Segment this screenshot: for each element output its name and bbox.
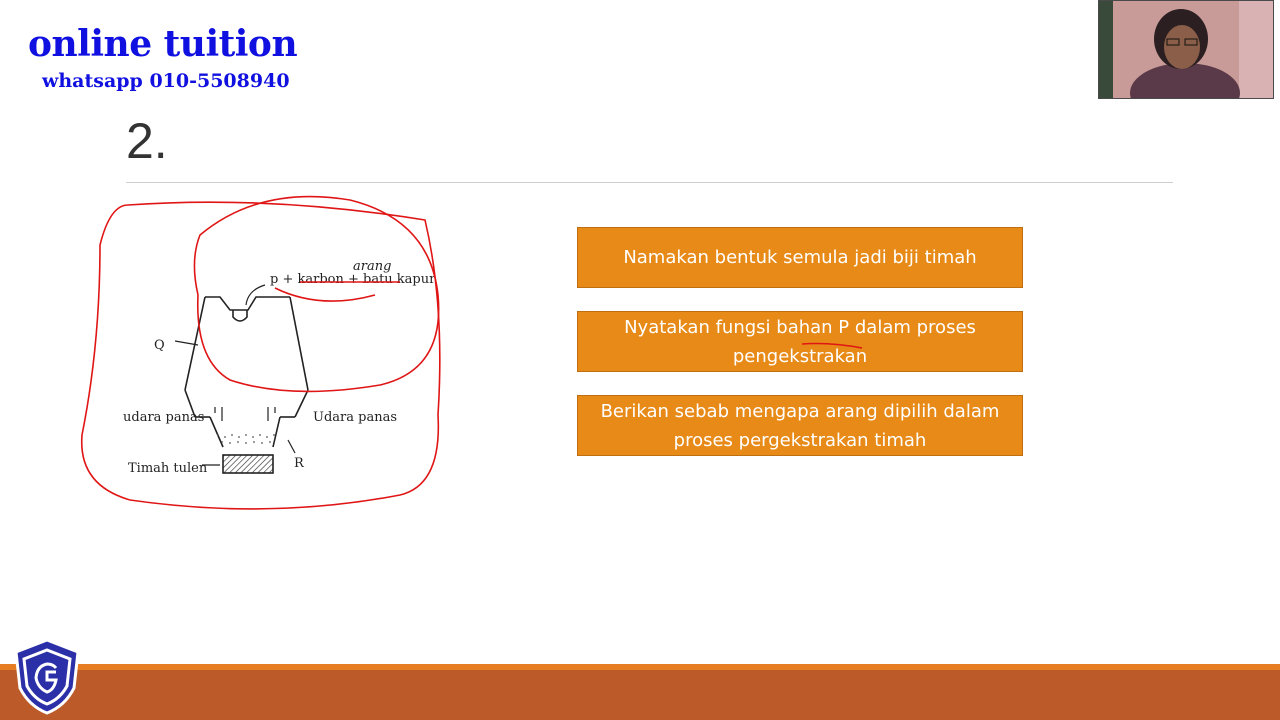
slag-dots [217, 434, 275, 444]
question-box-3: Berikan sebab mengapa arang dipilih dalam proses pergekstrakan timah [577, 395, 1023, 456]
annotation-arang: arang [353, 259, 392, 274]
diagram-q-label: Q [154, 338, 165, 353]
question-box-1: Namakan bentuk semula jadi biji timah [577, 227, 1023, 288]
brand-title: online tuition [28, 23, 298, 65]
brand-contact: whatsapp 010-5508940 [42, 70, 290, 92]
red-underline-mark [800, 340, 870, 354]
title-divider [126, 182, 1173, 183]
question-box-2: Nyatakan fungsi bahan P dalam proses pengekstrakan [577, 311, 1023, 372]
diagram-input-label: p + karbon + batu kapur [270, 272, 436, 287]
diagram-air-right-label: Udara panas [313, 410, 397, 425]
slide-number: 2. [126, 113, 168, 169]
diagram-tin-label: Timah tulen [128, 461, 208, 476]
diagram-air-left-label: udara panas [123, 410, 205, 425]
presenter-video [1099, 1, 1273, 98]
shield-logo-icon [10, 636, 84, 716]
diagram-r-label: R [294, 456, 304, 471]
flow-arrows [175, 285, 295, 465]
webcam-feed [1098, 0, 1274, 99]
footer-band [0, 664, 1280, 720]
furnace-diagram-svg [70, 185, 460, 520]
furnace-diagram [70, 185, 460, 520]
